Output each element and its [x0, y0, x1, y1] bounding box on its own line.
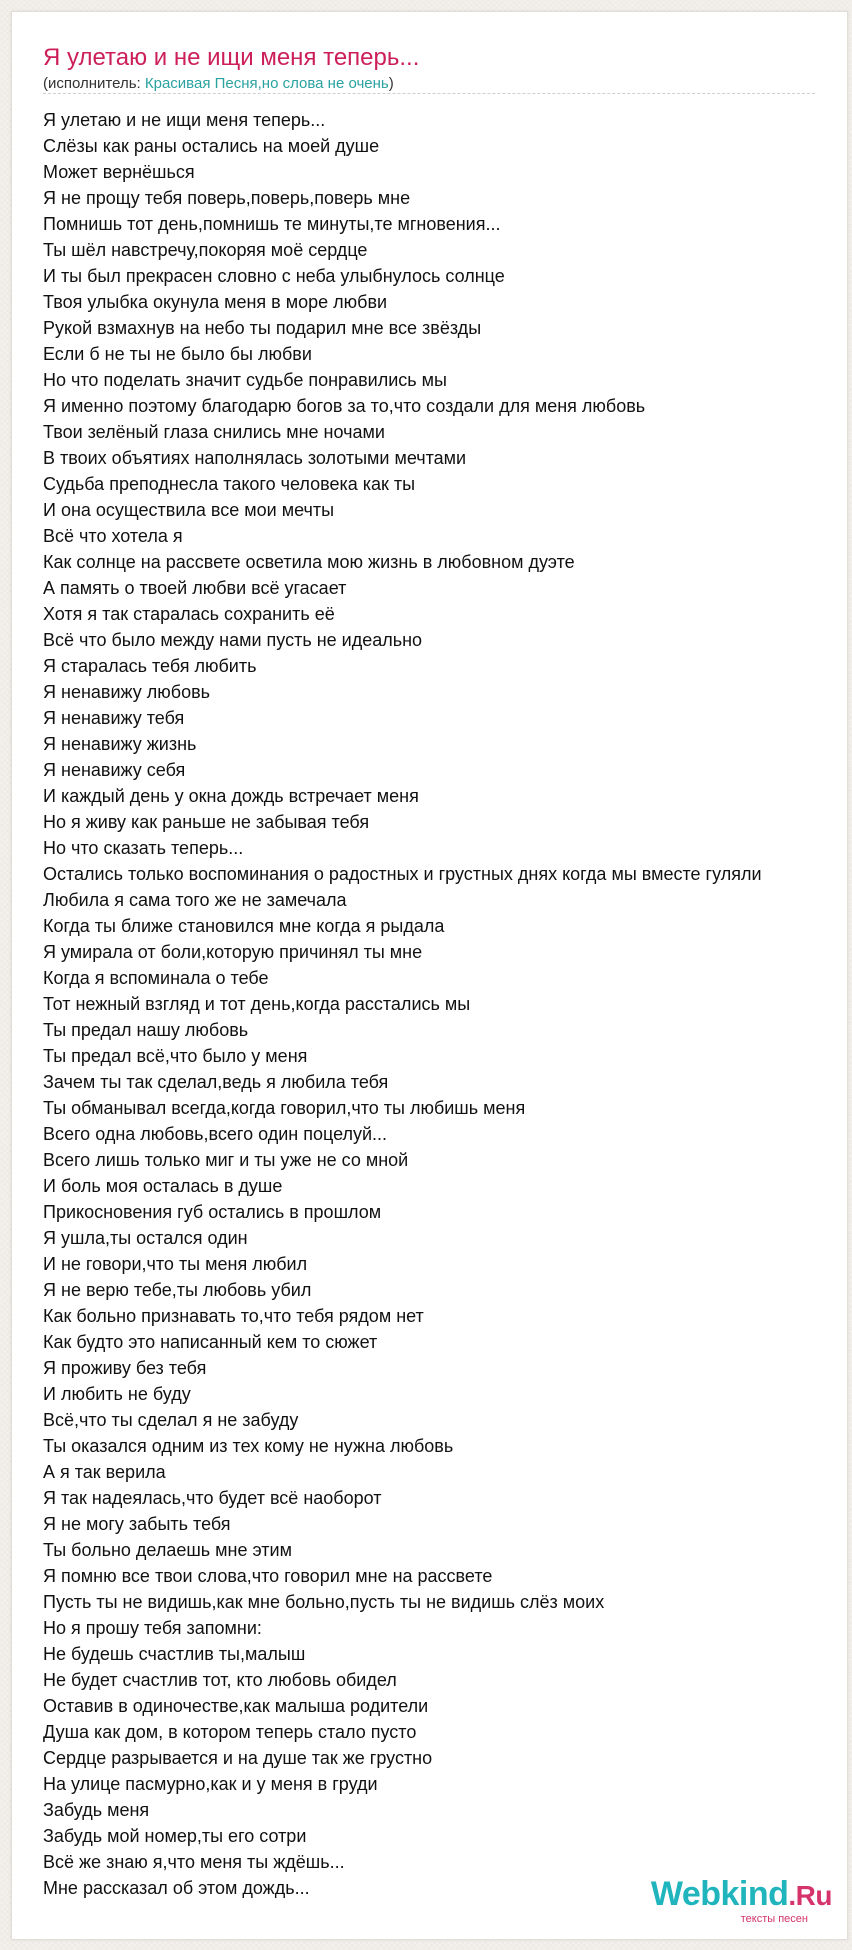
lyric-line: Твоя улыбка окунула меня в море любви — [43, 292, 388, 312]
lyric-line: Когда я вспоминала о тебе — [43, 968, 269, 988]
lyric-line: Всего лишь только миг и ты уже не со мной — [43, 1150, 409, 1170]
artist-line — [43, 75, 394, 92]
artist-prefix: (исполнитель: — [43, 75, 145, 92]
lyric-line: Может вернёшься — [43, 162, 195, 182]
lyric-line: Если б не ты не было бы любви — [43, 344, 312, 364]
lyric-line: Не будешь счастлив ты,малыш — [43, 1644, 306, 1664]
lyric-line: Не будет счастлив тот, кто любовь обидел — [43, 1670, 397, 1690]
lyric-line: Всё что хотела я — [43, 526, 183, 546]
lyric-line: Помнишь тот день,помнишь те минуты,те мгновения... — [43, 214, 501, 234]
lyric-line: И ты был прекрасен словно с неба улыбнулось солнце — [43, 266, 505, 286]
song-title: Я улетаю и не ищи меня теперь... — [43, 44, 420, 71]
lyric-line: И боль моя осталась в душе — [43, 1176, 283, 1196]
lyric-line: Я не верю тебе,ты любовь убил — [43, 1280, 312, 1300]
header-divider — [43, 93, 815, 94]
lyric-line: Я проживу без тебя — [43, 1358, 207, 1378]
lyric-line: Всё,что ты сделал я не забуду — [43, 1410, 299, 1430]
lyric-line: Ты обманывал всегда,когда говорил,что ты любишь меня — [43, 1098, 526, 1118]
lyric-line: Судьба преподнесла такого человека как ты — [43, 474, 416, 494]
lyric-line: А память о твоей любви всё угасает — [43, 578, 347, 598]
lyric-line: Мне рассказал об этом дождь... — [43, 1878, 310, 1898]
lyric-line: Но что сказать теперь... — [43, 838, 244, 858]
lyric-line: Душа как дом, в котором теперь стало пусто — [43, 1722, 417, 1742]
lyric-line: Сердце разрывается и на душе так же грустно — [43, 1748, 433, 1768]
lyric-line: И любить не буду — [43, 1384, 191, 1404]
lyric-line: Но что поделать значит судьбе понравились мы — [43, 370, 447, 390]
lyric-line: Рукой взмахнув на небо ты подарил мне все звёзды — [43, 318, 482, 338]
lyric-line: Я ненавижу тебя — [43, 708, 185, 728]
site-logo[interactable] — [651, 1877, 832, 1925]
lyric-line: Оставив в одиночестве,как малыша родители — [43, 1696, 429, 1716]
lyric-line: Остались только воспоминания о радостных и грустных днях когда мы вместе гуляли — [43, 864, 762, 884]
lyric-line: Как будто это написанный кем то сюжет — [43, 1332, 378, 1352]
logo-name: Webkind — [650, 1875, 789, 1913]
logo-tagline: тексты песен — [740, 1913, 808, 1925]
logo-tld: .Ru — [788, 1880, 832, 1911]
lyric-line: Ты больно делаешь мне этим — [43, 1540, 292, 1560]
lyric-line: Ты предал всё,что было у меня — [43, 1046, 308, 1066]
lyric-line: Я умирала от боли,которую причинял ты мне — [43, 942, 423, 962]
lyric-line: Зачем ты так сделал,ведь я любила тебя — [43, 1072, 389, 1092]
lyric-line: Прикосновения губ остались в прошлом — [43, 1202, 382, 1222]
lyric-line: И она осуществила все мои мечты — [43, 500, 335, 520]
lyric-line: Твои зелёный глаза снились мне ночами — [43, 422, 385, 442]
lyric-line: Слёзы как раны остались на моей душе — [43, 136, 380, 156]
lyric-line: А я так верила — [43, 1462, 166, 1482]
lyric-line: Я ненавижу любовь — [43, 682, 211, 702]
artist-suffix: ) — [388, 75, 394, 92]
lyric-line: Как больно признавать то,что тебя рядом нет — [43, 1306, 424, 1326]
lyric-line: Всего одна любовь,всего один поцелуй... — [43, 1124, 388, 1144]
lyric-line: Я именно поэтому благодарю богов за то,что создали для меня любовь — [43, 396, 646, 416]
lyric-line: Тот нежный взгляд и тот день,когда расстались мы — [43, 994, 471, 1014]
lyric-line: Я ушла,ты остался один — [43, 1228, 248, 1248]
lyric-line: Забудь меня — [43, 1800, 150, 1820]
lyric-line: Но я прошу тебя запомни: — [43, 1618, 262, 1638]
lyric-line: Я помню все твои слова,что говорил мне на рассвете — [43, 1566, 493, 1586]
lyric-line: И каждый день у окна дождь встречает меня — [43, 786, 419, 806]
lyric-line: Я так надеялась,что будет всё наоборот — [43, 1488, 382, 1508]
lyric-line: Я улетаю и не ищи меня теперь... — [43, 110, 326, 130]
lyrics-body — [43, 107, 848, 1901]
lyric-line: Я ненавижу себя — [43, 760, 186, 780]
logo-wordmark — [651, 1877, 832, 1913]
lyric-line: Когда ты ближе становился мне когда я рыдала — [43, 916, 445, 936]
lyric-line: На улице пасмурно,как и у меня в груди — [43, 1774, 378, 1794]
lyric-line: Как солнце на рассвете осветила мою жизнь в любовном дуэте — [43, 552, 575, 572]
lyric-line: И не говори,что ты меня любил — [43, 1254, 308, 1274]
lyric-line: Всё же знаю я,что меня ты ждёшь... — [43, 1852, 345, 1872]
lyric-line: Пусть ты не видишь,как мне больно,пусть ты не видишь слёз моих — [43, 1592, 605, 1612]
lyric-line: Всё что было между нами пусть не идеально — [43, 630, 423, 650]
lyric-line: Я не могу забыть тебя — [43, 1514, 231, 1534]
lyric-line: Забудь мой номер,ты его сотри — [43, 1826, 307, 1846]
lyric-line: Любила я сама того же не замечала — [43, 890, 347, 910]
lyric-line: Я не прощу тебя поверь,поверь,поверь мне — [43, 188, 411, 208]
lyric-line: Ты оказался одним из тех кому не нужна любовь — [43, 1436, 454, 1456]
lyric-line: Я ненавижу жизнь — [43, 734, 197, 754]
lyric-line: Ты шёл навстречу,покоряя моё сердце — [43, 240, 368, 260]
lyric-line: Я старалась тебя любить — [43, 656, 257, 676]
lyric-line: В твоих объятиях наполнялась золотыми мечтами — [43, 448, 467, 468]
artist-link[interactable]: Красивая Песня,но слова не очень — [144, 75, 389, 92]
lyric-line: Ты предал нашу любовь — [43, 1020, 249, 1040]
lyric-line: Но я живу как раньше не забывая тебя — [43, 812, 370, 832]
lyric-line: Хотя я так старалась сохранить её — [43, 604, 335, 624]
lyrics-card — [11, 11, 848, 1940]
